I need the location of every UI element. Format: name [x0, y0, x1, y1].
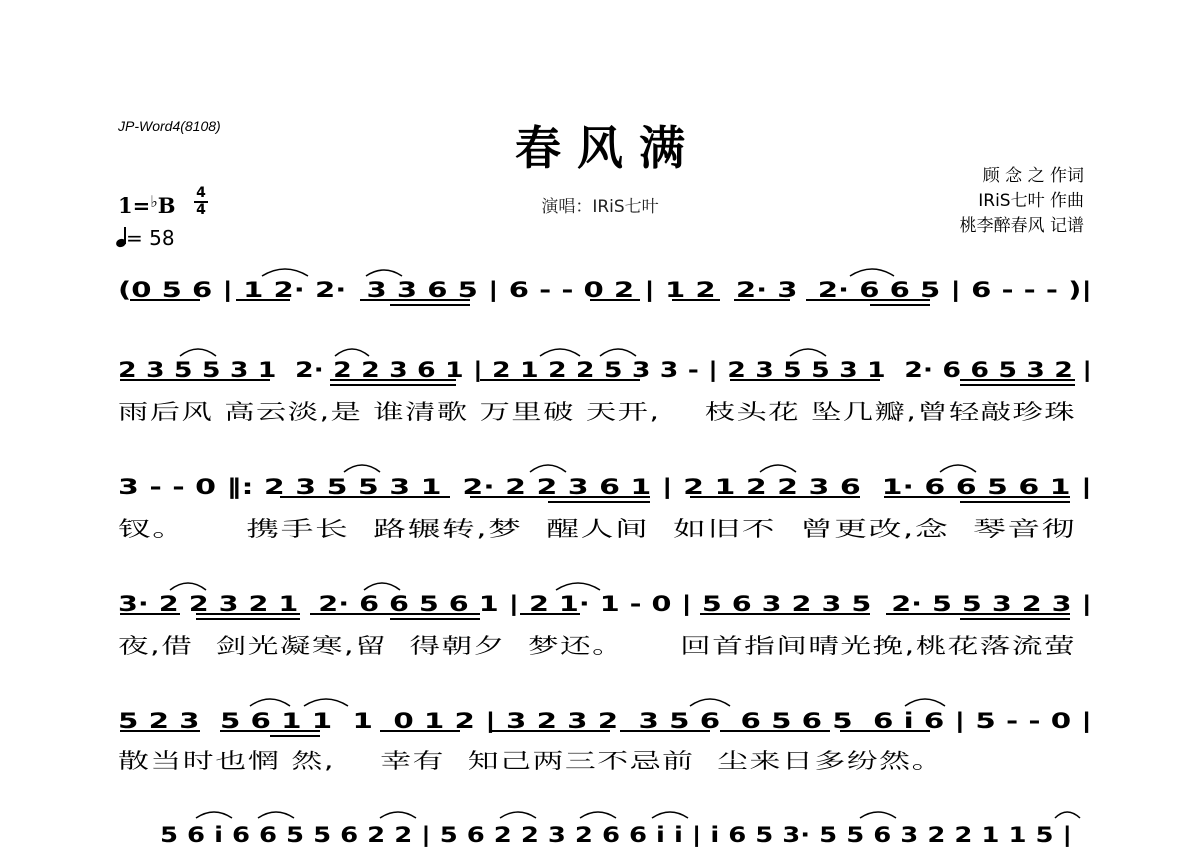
system-6-notes: 5 6 i 6 6 5 5 6 2 2 | 5 6 2 2 3 2 6 6 i i | i 6 5 3· 5 5 6 3 2 2 1 1 5 | [160, 823, 900, 847]
key-note: B [157, 193, 176, 218]
system-5-lyrics: 散当时也惘 然, 幸有 知己两三不忌前 尘来日多纷然。 [118, 749, 944, 773]
flat-sign: ♭ [150, 192, 158, 211]
system-2 [118, 349, 1092, 424]
system-2-lyrics: 雨后风 高云淡,是 谁清歌 万里破 天开, 枝头花 坠几瓣,曾轻敲珍珠 [118, 400, 1076, 424]
system-6-ties [196, 812, 1080, 818]
time-signature-top: 4 [196, 185, 206, 201]
system-3-notes: 3 - - 0 ‖: 2 3 5 5 3 1 2· 2 2 3 6 1 | 2 1 2 2 3 6 1· 6 6 5 6 1 | [118, 475, 800, 499]
software-tag: JP-Word4(8108) [118, 118, 221, 134]
system-2-ties [180, 349, 826, 356]
system-2-notes: 2 3 5 5 3 1 2· 2 2 3 6 1 | 2 1 2 2 5 3 3 - | 2 3 5 5 3 1 2· 6 6 5 3 2 | [118, 358, 882, 382]
system-1-ties [262, 269, 894, 276]
system-6 [160, 812, 1080, 848]
system-3-lyrics: 钗。 携手长 路辗转,梦 醒人间 如旧不 曾更改,念 琴音彻 [118, 517, 1076, 541]
system-4 [118, 583, 1092, 658]
system-5-ties [250, 699, 945, 706]
system-5 [118, 699, 1092, 773]
time-signature-bottom: 4 [196, 202, 206, 218]
composer-credit: IRiS七叶 作曲 [978, 191, 1084, 211]
system-5-beams [120, 731, 930, 736]
system-4-notes: 3· 2 2 3 2 1 2· 6 6 5 6 1 | 2 1· 1 - 0 | 5 6 3 2 3 5 2· 5 5 3 2 3 | [118, 592, 833, 616]
lyricist-credit: 顾 念 之 作词 [982, 166, 1084, 186]
system-4-lyrics: 夜,借 剑光凝寒,留 得朝夕 梦还。 回首指间晴光挽,桃花落流萤 [118, 634, 1076, 658]
system-5-notes: 5 2 3 5 6 1 1 1 0 1 2 | 3 2 3 2 3 5 6 6 5 6 5 6 i 6 | 5 - - 0 | [118, 709, 817, 733]
page-title: 春 风 满 [514, 121, 686, 175]
tempo-value: = 58 [126, 226, 175, 250]
system-3-ties [344, 465, 976, 472]
system-3 [118, 465, 1092, 541]
singer-credit: 演唱：IRiS七叶 [541, 197, 659, 217]
key-label: 1= [118, 193, 151, 218]
transcriber-credit: 桃李醉春风 记谱 [959, 216, 1084, 236]
system-4-ties [170, 583, 600, 590]
system-1-notes: (0 5 6 | 1 2· 2· 3 3 6 5 | 6 - - 0 2 | 1 2 2· 3 2· 6 6 5 | 6 - - - )| [118, 278, 822, 302]
system-1 [118, 269, 1092, 305]
